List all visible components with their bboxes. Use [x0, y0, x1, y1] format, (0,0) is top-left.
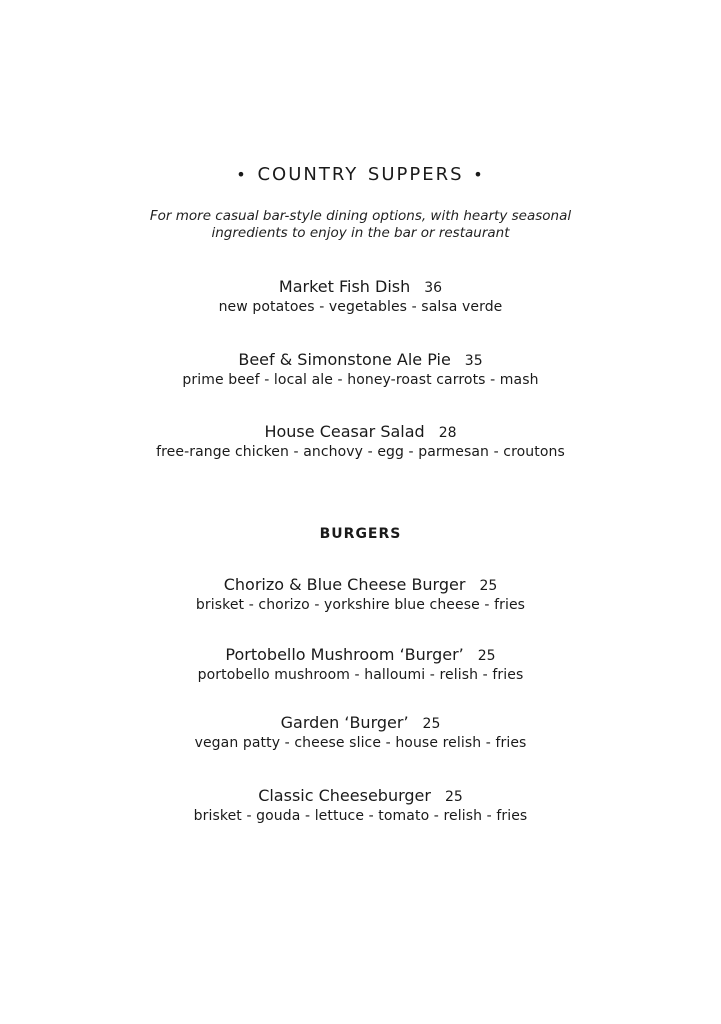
- burger-item-heading: [0, 575, 721, 596]
- burger-item: [0, 713, 721, 752]
- burger-item-name: Portobello Mushroom ‘Burger’: [225, 645, 464, 664]
- burger-item-description: brisket - chorizo - yorkshire blue cheese - fries: [195, 597, 526, 613]
- menu-item-name: Beef & Simonstone Ale Pie: [238, 350, 451, 369]
- menu-item-heading: [0, 277, 721, 298]
- burger-item-price: 25: [444, 789, 463, 805]
- intro-line-2: ingredients to enjoy in the bar or restaurant: [211, 225, 510, 241]
- burger-item-description: vegan patty - cheese slice - house relish - fries: [194, 735, 527, 751]
- title-bullet-right: •: [473, 165, 485, 184]
- menu-item-heading: [0, 422, 721, 443]
- burger-item: [0, 575, 721, 614]
- menu-item-price: 36: [424, 280, 443, 296]
- menu-item: [0, 422, 721, 461]
- menu-item: [0, 350, 721, 389]
- burger-item-heading: [0, 713, 721, 734]
- burger-item-heading: [0, 645, 721, 666]
- burger-item-price: 25: [479, 578, 498, 594]
- burger-item-price: 25: [477, 648, 496, 664]
- burger-item-heading: [0, 786, 721, 807]
- burger-item-name: Chorizo & Blue Cheese Burger: [223, 575, 466, 594]
- menu-item-description: prime beef - local ale - honey-roast carrots - mash: [182, 372, 539, 388]
- intro-line-1: For more casual bar-style dining options, with hearty seasonal: [149, 208, 572, 224]
- menu-item-heading: [0, 350, 721, 371]
- section-intro: [0, 208, 721, 242]
- title-bullet-left: •: [236, 165, 248, 184]
- section-title: [0, 164, 721, 185]
- menu-item-description: free-range chicken - anchovy - egg - parmesan - croutons: [156, 444, 565, 460]
- section-title-text: COUNTRY SUPPERS: [257, 164, 464, 185]
- menu-item-name: House Ceasar Salad: [264, 422, 425, 441]
- menu-item-description: new potatoes - vegetables - salsa verde: [218, 299, 503, 315]
- menu-item-price: 35: [464, 353, 483, 369]
- menu-item-price: 28: [438, 425, 457, 441]
- burger-item-price: 25: [422, 716, 441, 732]
- burger-item-name: Classic Cheeseburger: [258, 786, 431, 805]
- burgers-title: BURGERS: [319, 526, 402, 542]
- burger-item-description: brisket - gouda - lettuce - tomato - relish - fries: [193, 808, 528, 824]
- menu-item: [0, 277, 721, 316]
- burger-item-description: portobello mushroom - halloumi - relish - fries: [197, 667, 524, 683]
- menu-item-name: Market Fish Dish: [278, 277, 411, 296]
- burger-item: [0, 786, 721, 825]
- burger-item-name: Garden ‘Burger’: [280, 713, 409, 732]
- burger-item: [0, 645, 721, 684]
